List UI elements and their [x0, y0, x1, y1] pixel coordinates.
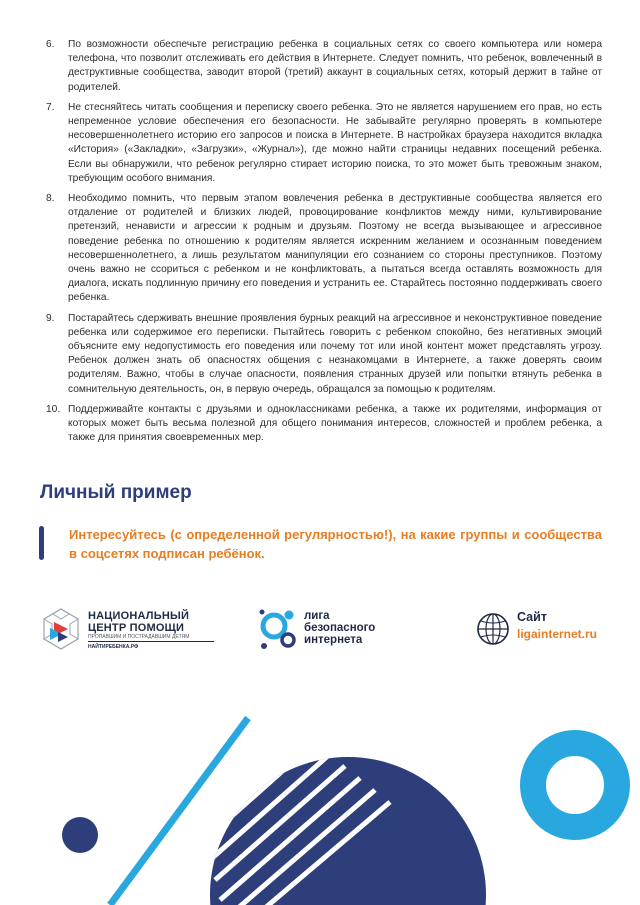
center-title-line2: ЦЕНТР ПОМОЩИ	[88, 622, 185, 634]
national-center-logo[interactable]	[38, 604, 188, 654]
item-number: 7.	[46, 101, 55, 113]
site-url[interactable]: ligainternet.ru	[517, 627, 598, 641]
item-text: По возможности обеспечьте регистрацию ребенка в социальных сетях со своего компьютера или номера телефона, что позволит отслеживать его действия в Интернете. Следует помнить, что ребенок, вовлеченный в деструктивные сообщества, заводит второй (третий) аккаунт в социальных сетях, который держит в тайне от родителей.	[68, 39, 602, 93]
center-divider	[88, 641, 214, 642]
liga-line1: лига	[304, 610, 330, 622]
list-item	[40, 192, 602, 306]
liga-line3: интернета	[304, 634, 363, 646]
list-item	[40, 403, 602, 446]
center-subtitle: ПРОПАВШИМ И ПОСТРАДАВШИМ ДЕТЯМ	[88, 634, 190, 640]
item-text: Не стесняйтесь читать сообщения и переписку своего ребенка. Это не является нарушением его прав, но есть непременное условие обеспечения его безопасности. Не забывайте регулярно проверять в компьютере несовершеннолетнего историю его запросов и поиска в Интернете. В настройках браузера находится вкладка «История» («Закладки», «Загрузки», «Журнал»), где можно найти страницы недавних посещений ребенка. Если вы обнаружили, что ребенок регулярно стирает историю поиска, то это может быть тревожным знаком, требующим особого внимания.	[68, 101, 602, 184]
item-number: 9.	[46, 312, 55, 324]
liga-logo[interactable]	[256, 604, 406, 654]
globe-icon	[476, 612, 510, 646]
cyan-ring	[533, 743, 617, 827]
item-text: Постарайтесь сдерживать внешние проявления бурных реакций на агрессивное и неконструктивное поведение ребенка или содержимое его переписки. Пытайтесь говорить с ребенком спокойно, без негативных эмоций объясните ему недопустимость его поведения или почему тот или иной контент может представлять угрозу. Ребенок должен знать об опасностях общения с незнакомцами в Интернете, а также доверять своим родителям. Важно, чтобы в случае опасности, появления странных друзей или попытки втянуть ребенка в сомнительную деятельность, он, в первую очередь, обращался за помощью к родителям.	[68, 312, 602, 395]
section-title: Личный пример	[40, 482, 192, 503]
large-navy-circle	[210, 757, 486, 905]
liga-line2: безопасного	[304, 622, 376, 634]
item-number: 6.	[46, 39, 55, 50]
list-item	[40, 312, 602, 397]
liga-circles-icon	[256, 606, 300, 652]
list-item	[40, 38, 602, 95]
item-text: Необходимо помнить, что первым этапом вовлечения ребенка в деструктивные сообщества является его отдаление от родителей и близких людей, провоцирование конфликтов между ними, культивирование претензий, ненависти и агрессии к родным и друзьям. Поэтому не всегда вызывающее и агрессивное поведение ребенка по отношению к родителям является искренним желанием и осознанным поведением несовершеннолетнего, а лишь результатом манипуляции его сознанием со стороны преступников. Поэтому очень важно не ссориться с ребенком и не конфликтовать, а пытаться всегда оставлять возможность для диалога, искать подлинную причину его поведения и устранить ее. Старайтесь постоянно поддерживать своего ребенка.	[68, 193, 602, 304]
list-item	[40, 101, 602, 186]
center-site: НАЙТИРЕБЕНКА.РФ	[88, 644, 139, 650]
small-navy-circle	[62, 817, 98, 853]
item-number: 10.	[46, 403, 61, 415]
item-text: Поддерживайте контакты с друзьями и одноклассниками ребенка, а также их родителями, информация от которых может быть весьма полезной для общего понимания интересов, сложностей и проблем ребенка, а также для принятия своевременных мер.	[68, 403, 602, 444]
site-label: Сайт	[517, 610, 547, 624]
site-link[interactable]	[476, 608, 606, 652]
callout-accent-bar	[39, 526, 44, 560]
item-number: 8.	[46, 193, 55, 205]
hexagon-logo-icon	[38, 606, 84, 652]
center-title-line1: НАЦИОНАЛЬНЫЙ	[88, 610, 190, 622]
recommendations-list	[40, 38, 602, 451]
decorative-footer-graphic	[0, 690, 640, 905]
callout-text: Интересуйтесь (с определенной регулярностью!), на какие группы и сообщества в соцсетях подписан ребёнок.	[69, 527, 602, 561]
partner-logos	[0, 600, 640, 660]
